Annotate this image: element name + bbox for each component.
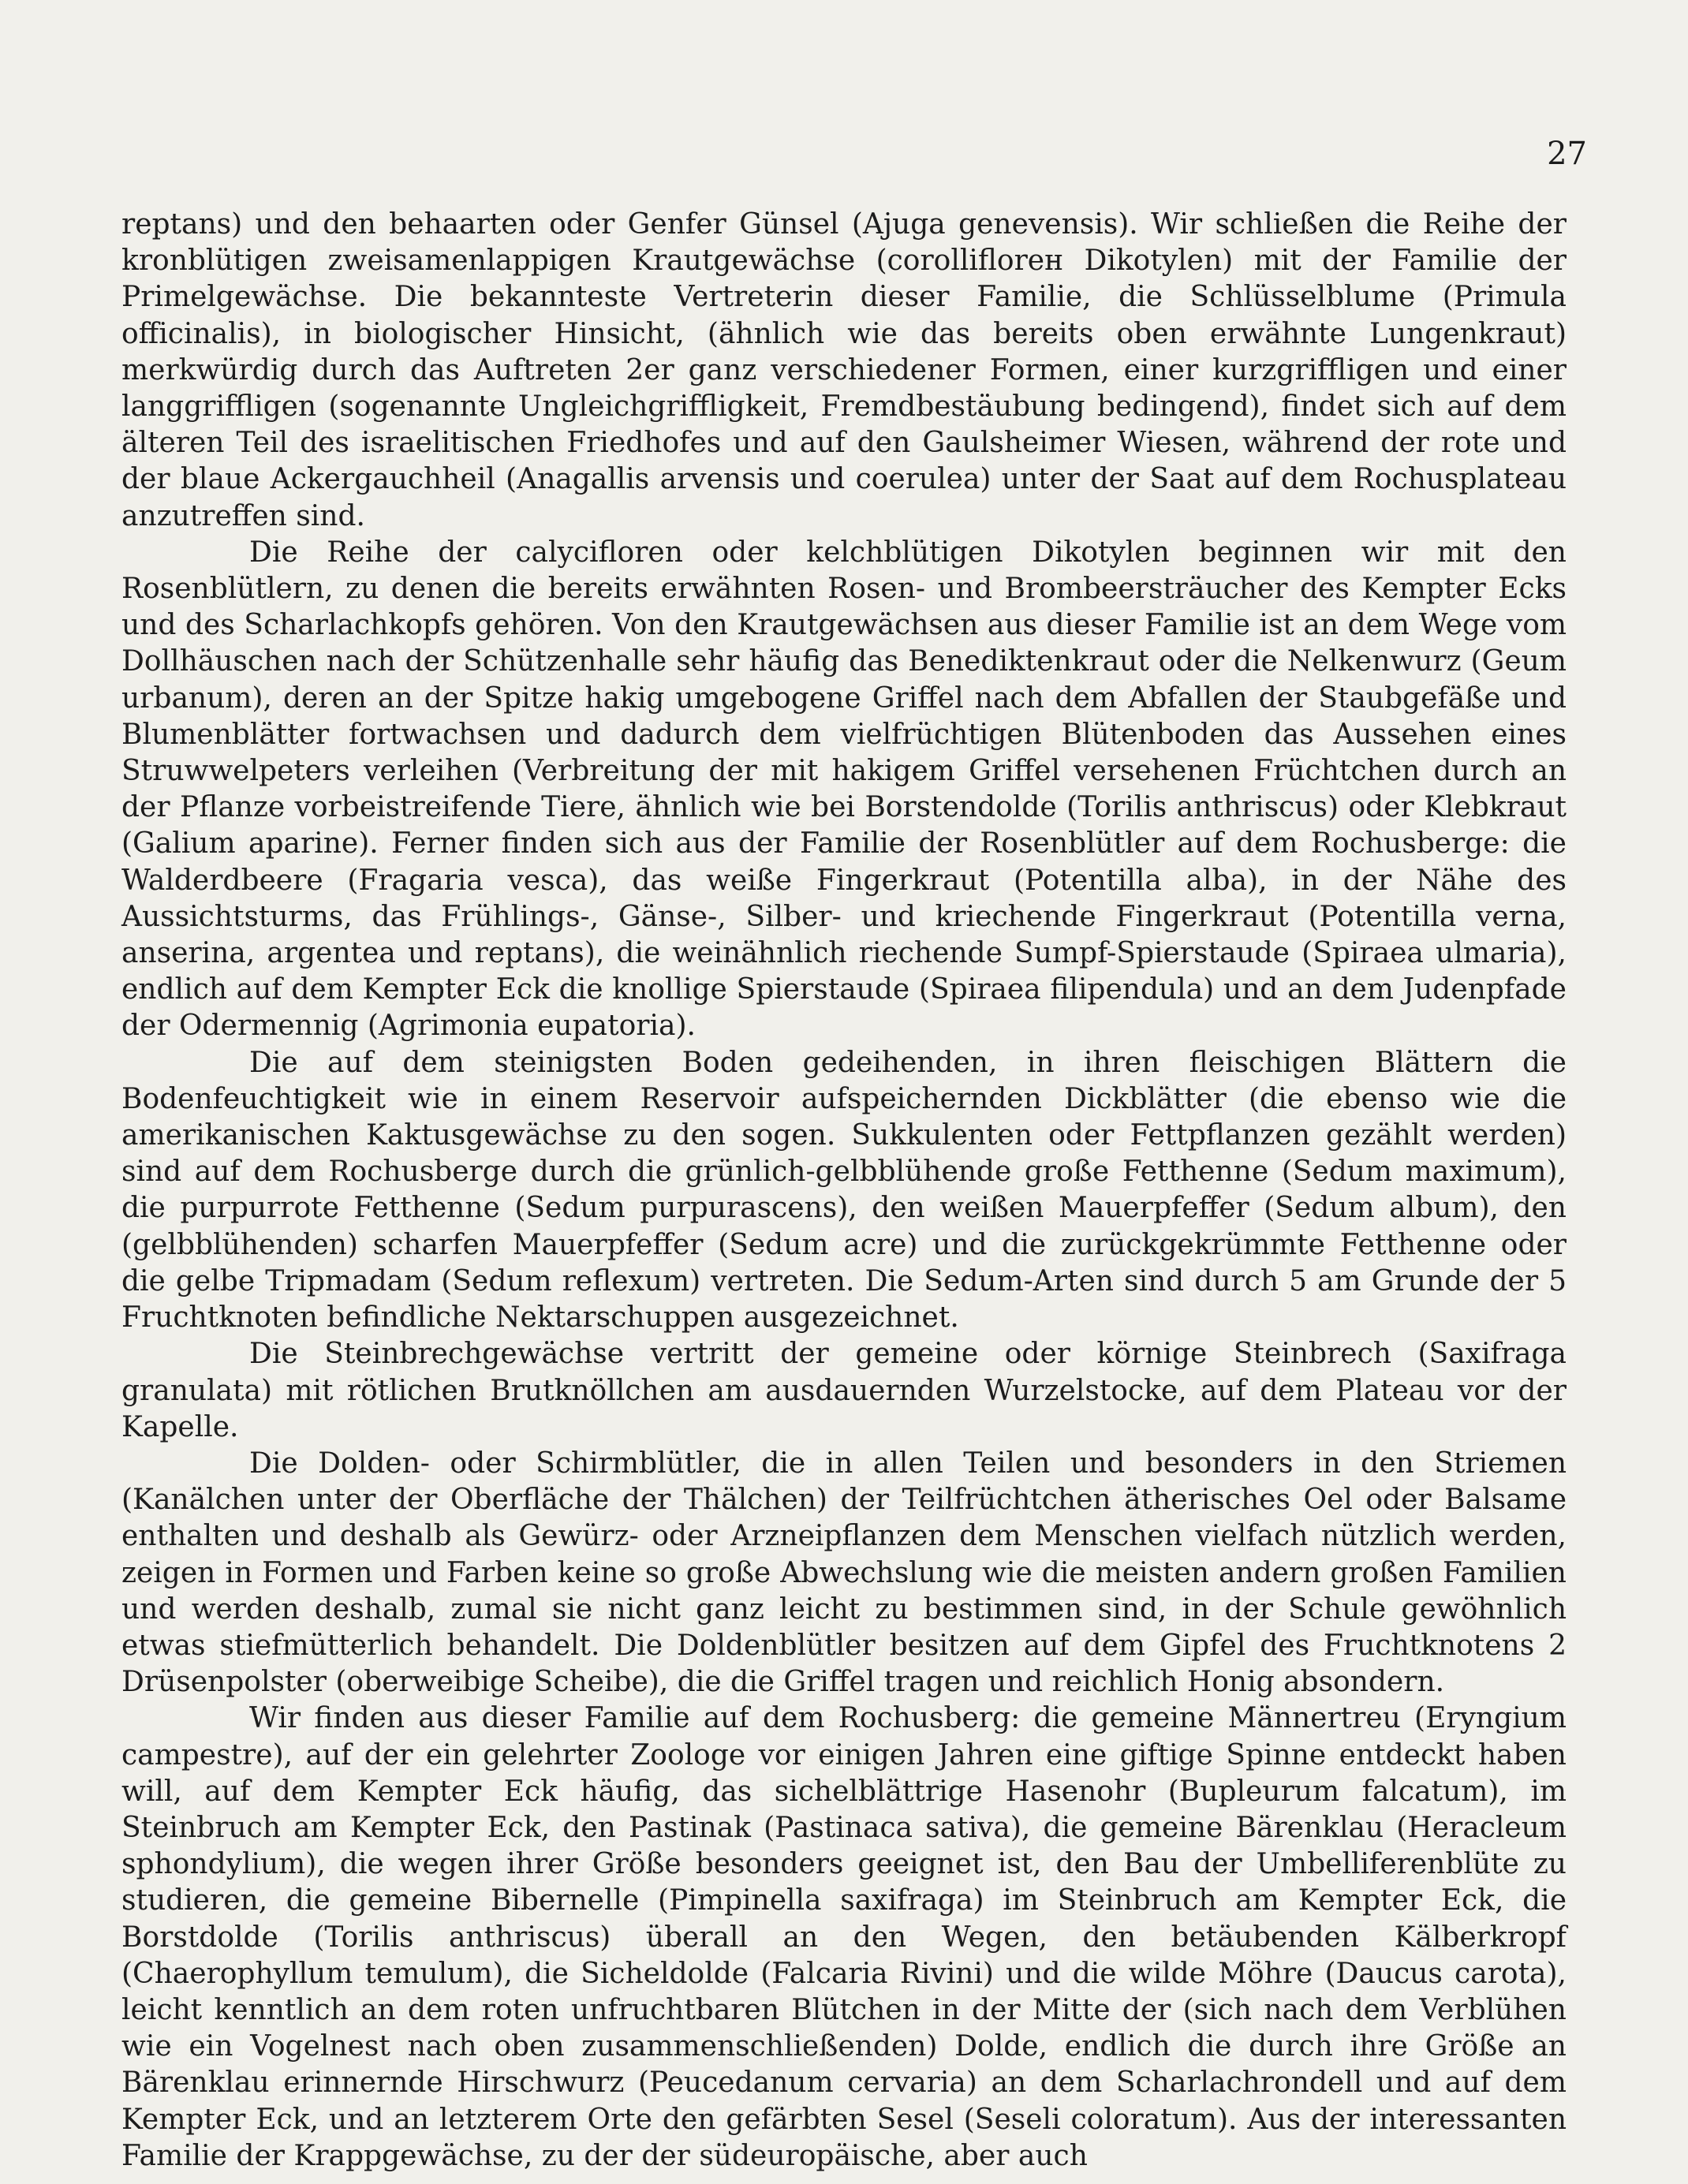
paragraph-dickblaetter: Die auf dem steinigsten Boden gedeihenden, in ihren fleischigen Blättern die Bodenfeuchtigkeit wie in einem Reservoir aufspeichernden Dickblätter (die ebenso wie die amerikanischen Kaktusgewächse zu den sogen. Sukkulenten oder Fettpflanzen gezählt werden) sind auf dem Rochusberge durch die grünlich-gelbblühende große Fetthenne (Sedum maximum), die purpurrote Fetthenne (Sedum purpurascens), den weißen Mauerpfeffer (Sedum album), den (gelbblühenden) scharfen Mauerpfeffer (Sedum acre) und die zurückgekrümmte Fetthenne oder die gelbe Tripmadam (Sedum reflexum) vertreten. Die Sedum-Arten sind durch 5 am Grunde der 5 Fruchtknoten befindliche Nektarschuppen ausgezeichnet. <box>121 1046 1567 1335</box>
paragraph-primelgewaechse: reptans) und den behaarten oder Genfer Günsel (Ajuga genevensis). Wir schließen die Reihe der kronblütigen zweisamenlappigen Krautgewächse (corolliflorен Dikotylen) mit der Familie der Primelgewächse. Die bekannteste Vertreterin dieser Familie, die Schlüsselblume (Primula officinalis), in biologischer Hinsicht, (ähnlich wie das bereits oben erwähnte Lungenkraut) merkwürdig durch das Auftreten 2er ganz verschiedener Formen, einer kurzgriffligen und einer langgriffligen (sogenannte Ungleichgriffligkeit, Fremdbestäubung bedingend), findet sich auf dem älteren Teil des israelitischen Friedhofes und auf den Gaulsheimer Wiesen, während der rote und der blaue Ackergauchheil (Anagallis arvensis und coerulea) unter der Saat auf dem Rochusplateau anzutreffen sind. <box>121 208 1567 532</box>
paragraph-rochusberg-dolden: Wir finden aus dieser Familie auf dem Rochusberg: die gemeine Männertreu (Eryngium campestre), auf der ein gelehrter Zoologe vor einigen Jahren eine giftige Spinne entdeckt haben will, auf dem Kempter Eck häufig, das sichelblättrige Hasenohr (Bupleurum falcatum), im Steinbruch am Kempter Eck, den Pastinak (Pastinaca sativa), die gemeine Bärenklau (Heracleum sphondylium), die wegen ihrer Größe besonders geeignet ist, den Bau der Umbelliferenblüte zu studieren, die gemeine Bibernelle (Pimpinella saxifraga) im Steinbruch am Kempter Eck, die Borstdolde (Torilis anthriscus) überall an den Wegen, den betäubenden Kälberkropf (Chaerophyllum temulum), die Sicheldolde (Falcaria Rivini) und die wilde Möhre (Daucus carota), leicht kenntlich an dem roten unfruchtbaren Blütchen in der Mitte der (sich nach dem Verblühen wie ein Vogelnest nach oben zusammenschließenden) Dolde, endlich die durch ihre Größe an Bärenklau erinnernde Hirschwurz (Peucedanum cervaria) an dem Scharlachrondell und auf dem Kempter Eck, und an letzterem Orte den gefärbten Sesel (Seseli coloratum). Aus der interessanten Familie der Krappgewächse, zu der der südeuropäische, aber auch <box>121 1702 1567 2172</box>
paragraph-doldenbluetler: Die Dolden- oder Schirmblütler, die in allen Teilen und besonders in den Striemen (Kanälchen unter der Oberfläche der Thälchen) der Teilfrüchtchen ätherisches Oel oder Balsame enthalten und deshalb als Gewürz- oder Arzneipflanzen dem Menschen vielfach nützlich werden, zeigen in Formen und Farben keine so große Abwechslung wie die meisten andern großen Familien und werden deshalb, zumal sie nicht ganz leicht zu bestimmen sind, in der Schule gewöhnlich etwas stiefmütterlich behandelt. Die Doldenblütler besitzen auf dem Gipfel des Fruchtknotens 2 Drüsenpolster (oberweibige Scheibe), die die Griffel tragen und reichlich Honig absondern. <box>121 1447 1567 1699</box>
page-number: 27 <box>1547 136 1587 172</box>
paragraph-rosenbluetler: Die Reihe der calycifloren oder kelchblütigen Dikotylen beginnen wir mit den Rosenblütlern, zu denen die bereits erwähnten Rosen- und Brombeersträucher des Kempter Ecks und des Scharlachkopfs gehören. Von den Krautgewächsen aus dieser Familie ist an dem Wege vom Dollhäuschen nach der Schützenhalle sehr häufig das Benediktenkraut oder die Nelkenwurz (Geum urbanum), deren an der Spitze hakig umgebogene Griffel nach dem Abfallen der Staubgefäße und Blumenblätter fortwachsen und dadurch dem vielfrüchtigen Blütenboden das Aussehen eines Struwwelpeters verleihen (Verbreitung der mit hakigem Griffel versehenen Früchtchen durch an der Pflanze vorbeistreifende Tiere, ähnlich wie bei Borstendolde (Torilis anthriscus) oder Klebkraut (Galium aparine). Ferner finden sich aus der Familie der Rosenblütler auf dem Rochusberge: die Walderdbeere (Fragaria vesca), das weiße Fingerkraut (Potentilla alba), in der Nähe des Aussichtsturms, das Frühlings-, Gänse-, Silber- und kriechende Fingerkraut (Potentilla verna, anserina, argentea und reptans), die weinähnlich riechende Sumpf-Spierstaude (Spiraea ulmaria), endlich auf dem Kempter Eck die knollige Spierstaude (Spiraea filipendula) und an dem Judenpfade der Odermennig (Agrimonia eupatoria). <box>121 536 1567 1043</box>
paragraph-steinbrechgewaechse: Die Steinbrechgewächse vertritt der gemeine oder körnige Steinbrech (Saxifraga granulata) mit rötlichen Brutknöllchen am ausdauernden Wurzelstocke, auf dem Plateau vor der Kapelle. <box>121 1338 1567 1443</box>
body-text <box>121 207 1567 2175</box>
